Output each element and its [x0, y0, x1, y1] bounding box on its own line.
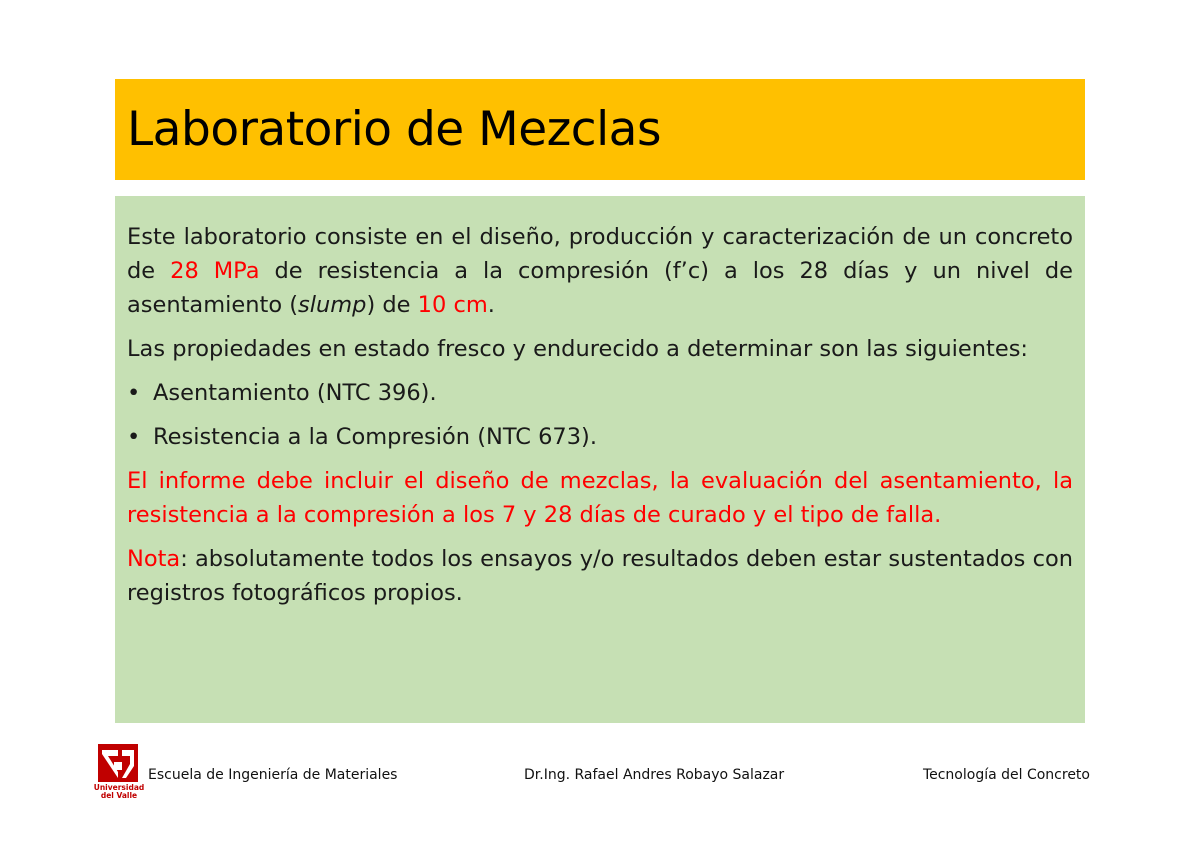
report-requirement: El informe debe incluir el diseño de mezclas, la evaluación del asentamiento, la resistencia a la compresión a los 7 y 28 días de curado y el tipo de falla.: [127, 468, 1073, 528]
intro-text-3: ) de: [366, 292, 418, 318]
footer-author: Dr.Ing. Rafael Andres Robayo Salazar: [524, 767, 785, 783]
strength-value: 28 MPa: [170, 258, 260, 284]
list-item: [127, 376, 1073, 410]
bullet-text-compression: Resistencia a la Compresión (NTC 673).: [153, 424, 597, 450]
bullet-text-slump: Asentamiento (NTC 396).: [153, 380, 437, 406]
slump-value: 10 cm: [417, 292, 488, 318]
footer-course: Tecnología del Concreto: [922, 767, 1090, 783]
note-paragraph: [127, 542, 1073, 610]
content-box: [115, 196, 1085, 723]
intro-text-2: de resistencia a la compresión (f’c) a los 28 días y un nivel de asentamiento (: [127, 258, 1074, 318]
list-item: [127, 420, 1073, 454]
footer: [0, 740, 1200, 820]
logo-text: Universidad del Valle: [93, 783, 145, 800]
intro-text-1: Este laboratorio consiste en el diseño, producción y caracterización de un concreto de: [127, 224, 1073, 284]
note-label: Nota: [127, 546, 181, 572]
properties-intro: Las propiedades en estado fresco y endurecido a determinar son las siguientes:: [127, 336, 1028, 362]
title-bar: [115, 79, 1085, 180]
note-text: : absolutamente todos los ensayos y/o resultados deben estar sustentados con registros fotográficos propios.: [127, 546, 1073, 606]
footer-school: Escuela de Ingeniería de Materiales: [148, 767, 398, 783]
slump-term: slump: [298, 292, 367, 318]
bullet-icon: •: [127, 424, 141, 450]
bullet-icon: •: [127, 380, 141, 406]
intro-text-4: .: [487, 292, 495, 318]
slide-title: Laboratorio de Mezclas: [127, 102, 661, 157]
intro-paragraph: [127, 220, 1073, 322]
